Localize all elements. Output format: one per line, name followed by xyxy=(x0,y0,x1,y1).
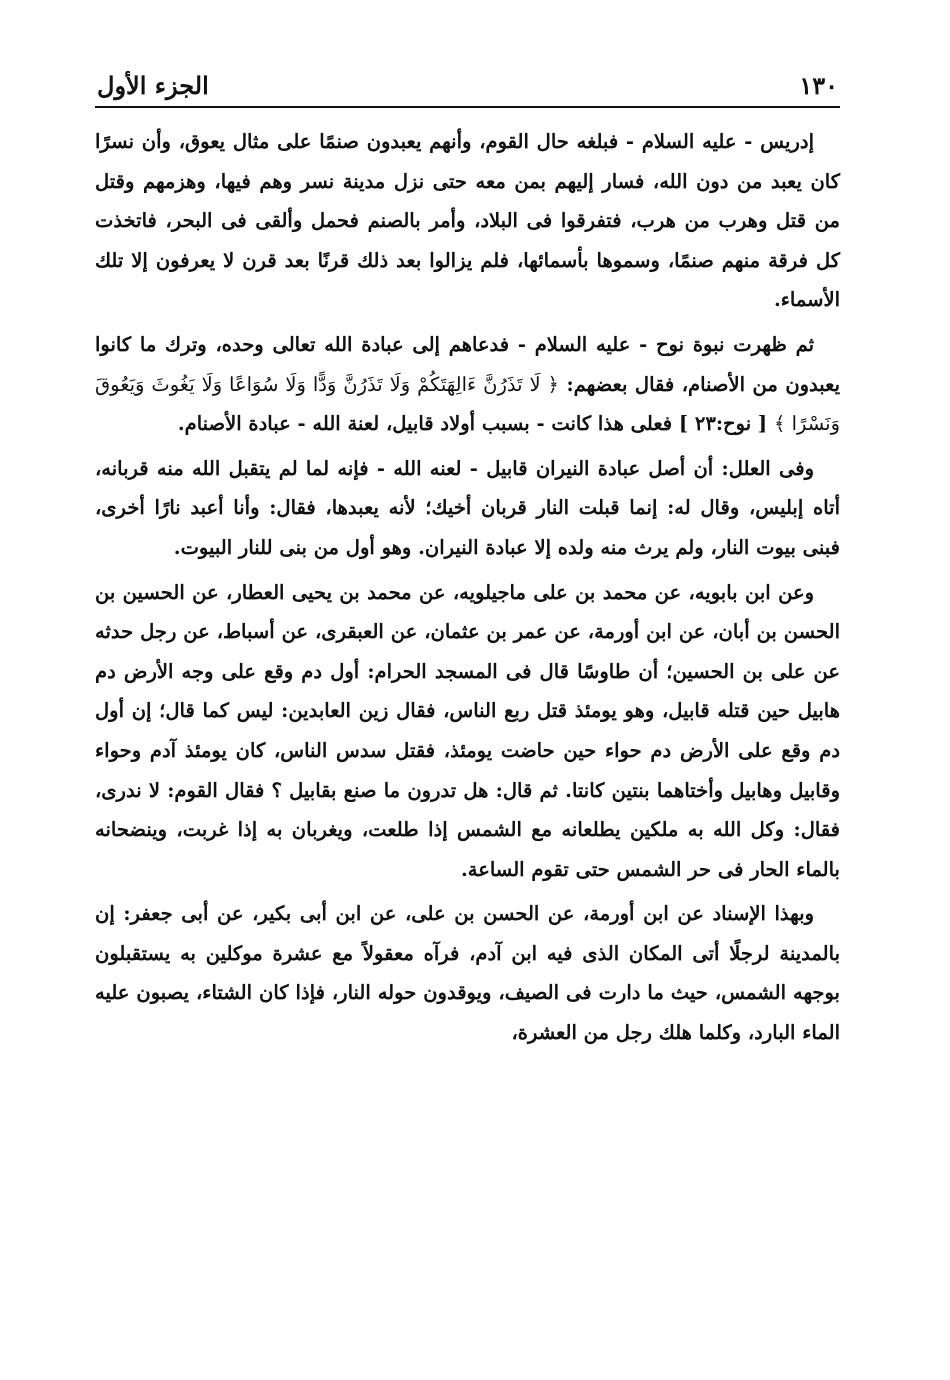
volume-title: الجزء الأول xyxy=(97,71,209,100)
page-header xyxy=(95,60,840,106)
page-number: ١٣٠ xyxy=(799,71,838,100)
paragraph-3: وفى العلل: أن أصل عبادة النيران قابيل - لعنه الله - فإنه لما لم يتقبل الله منه قربانه، أتاه إبليس، وقال له: إنما قبلت النار قربان أخيك؛ لأنه يعبدها، فقال: وأنا أعبد نارًا أخرى، فبنى بيوت النار، ولم يرث منه ولده إلا عبادة النيران. وهو أول من بنى للنار البيوت. xyxy=(95,456,840,559)
paragraph-2-rest: [ نوح:٢٣ ] فعلى هذا كانت - بسبب أولاد قابيل، لعنة الله - عبادة الأصنام. xyxy=(177,412,774,436)
paragraph-5: وبهذا الإسناد عن ابن أورمة، عن الحسن بن على، عن ابن أبى بكير، عن أبى جعفر: إن بالمدينة لرجلًا أتى المكان الذى فيه ابن آدم، فرآه معقولاً مع عشرة موكلين به يستقبلون بوجهه الشمس، حيث ما دارت فى الصيف، ويوقدون حوله النار، فإذا كان الشتاء، يصبون عليه الماء البارد، وكلما هلك رجل من العشرة، xyxy=(95,902,840,1045)
paragraph-4: وعن ابن بابويه، عن محمد بن على ماجيلويه، عن محمد بن يحيى العطار، عن الحسين بن الحسن بن أبان، عن ابن أورمة، عن عمر بن عثمان، عن العبقرى، عن أسباط، عن رجل حدثه عن على بن الحسين؛ أن طاوسًا قال فى المسجد الحرام: أول دم وقع على وجه الأرض دم هابيل حين قتله قابيل، وهو يومئذ قتل ربع الناس، فقال زين العابدين: ليس كما قال؛ إن أول دم وقع على الأرض دم حواء حين حاضت يومئذ، فقتل سدس الناس، كان يومئذ آدم وحواء وقابيل وهابيل وأختاهما بنتين كانتا. ثم قال: هل تدرون ما صنع بقابيل ؟ فقال القوم: لا ندرى، فقال: وكل الله به ملكين يطلعانه مع الشمس إذا طلعت، ويغربان به إذا غربت، وينضحانه بالماء الحار فى حر الشمس حتى تقوم الساعة. xyxy=(95,580,840,881)
book-page xyxy=(95,60,840,1058)
quran-verse: ﴿ لَا تَذَرُنَّ ءَالِهَتَكُمْ وَلَا تَذَرُنَّ وَدًّا وَلَا سُوَاعًا وَلَا يَغُوثَ وَيَعُوقَ وَنَسْرًا ﴾ xyxy=(95,372,840,436)
paragraph-2-intro: ثم ظهرت نبوة نوح - عليه السلام - فدعاهم إلى عبادة الله تعالى وحده، وترك ما كانوا يعبدون من الأصنام، فقال بعضهم: xyxy=(95,332,841,396)
paragraph-2 xyxy=(95,325,840,444)
paragraph-1: إدريس - عليه السلام - فبلغه حال القوم، وأنهم يعبدون صنمًا على مثال يعوق، وأن نسرًا كان يعبد من دون الله، فسار إليهم بمن معه حتى نزل مدينة نسر وهم فيها، وهزمهم وقتل من قتل وهرب من هرب، فتفرقوا فى البلاد، وأمر بالصنم فحمل وألقى فى البحر، فاتخذت كل فرقة منهم صنمًا، وسموها بأسمائها، فلم يزالوا بعد ذلك قرنًا بعد قرن لا يعرفون إلا تلك الأسماء. xyxy=(95,130,840,312)
header-rule xyxy=(95,106,840,108)
